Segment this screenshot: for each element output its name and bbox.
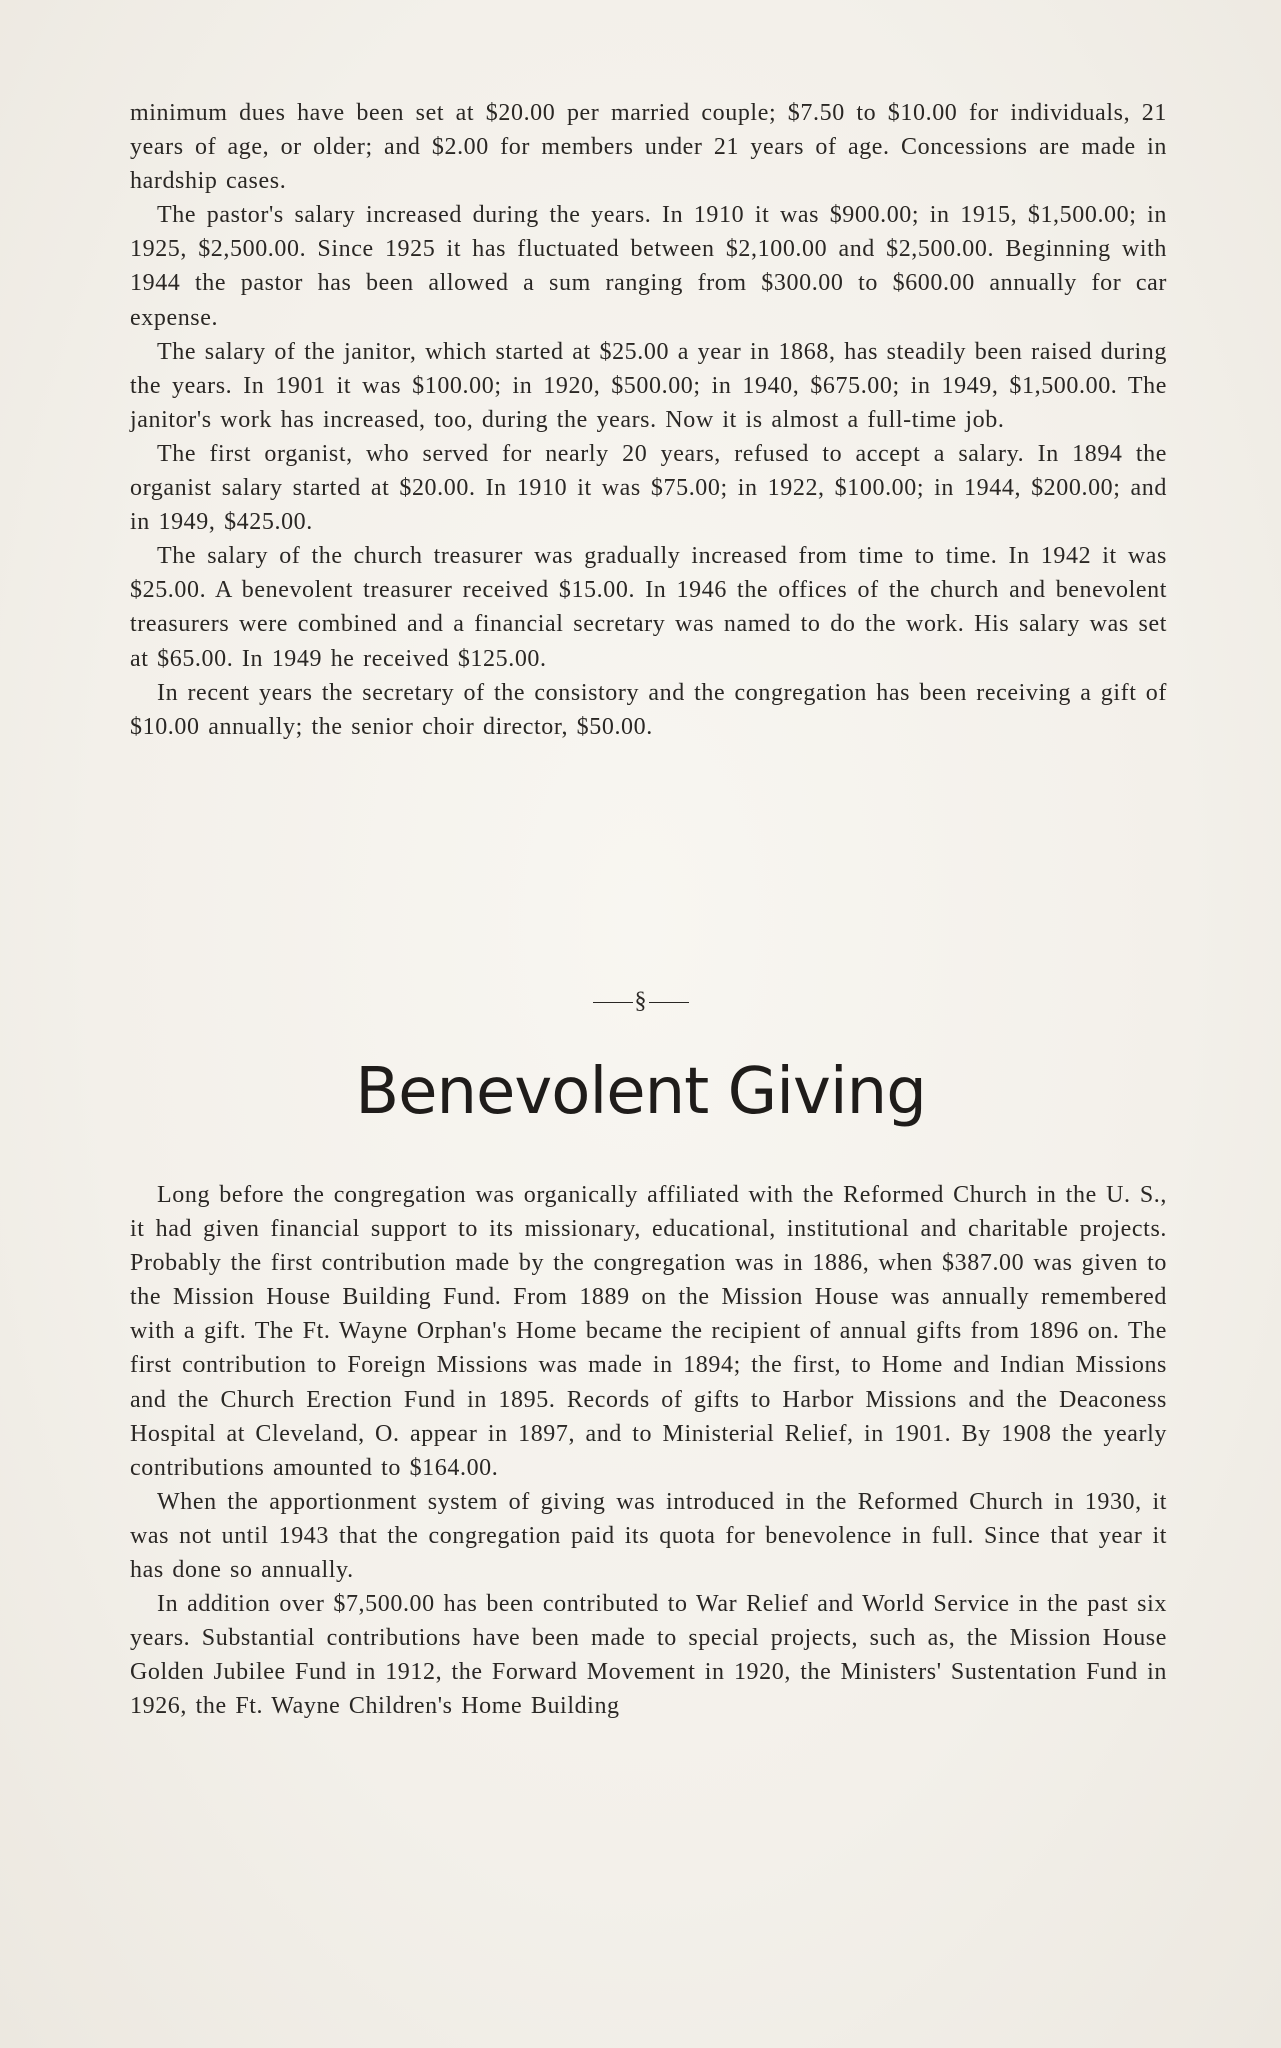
bottom-text-block [130, 1178, 1167, 1724]
top-text-block [130, 96, 1167, 744]
paragraph-early-giving: Long before the congregation was organically affiliated with the Reformed Church in the U. S., it had given financial support to its missionary, educational, institutional and charitable projects. Probably the first contribution made by the congregation was in 1886, when $387.00 was given to the Mission House Building Fund. From 1889 on the Mission House was annually remembered with a gift. The Ft. Wayne Orphan's Home became the recipient of annual gifts from 1896 on. The first contribution to Foreign Missions was made in 1894; the first, to Home and Indian Missions and the Church Erection Fund in 1895. Records of gifts to Harbor Missions and the Deaconess Hospital at Cleveland, O. appear in 1897, and to Ministerial Relief, in 1901. By 1908 the yearly contributions amounted to $164.00. [130, 1182, 1167, 1481]
paragraph-war-relief: In addition over $7,500.00 has been contributed to War Relief and World Service in the past six years. Substantial contributions have been made to special projects, such as, the Mission House Golden Jubilee Fund in 1912, the Forward Movement in 1920, the Ministers' Sustentation Fund in 1926, the Ft. Wayne Children's Home Building [130, 1591, 1167, 1720]
section-divider [0, 988, 1281, 1015]
section-title: Benevolent Giving [355, 1055, 926, 1129]
divider-rule-right [649, 1002, 689, 1003]
section-symbol: § [634, 988, 647, 1014]
paragraph-apportionment: When the apportionment system of giving was introduced in the Reformed Church in 1930, it was not until 1943 that the congregation paid its quota for benevolence in full. Since that year it has done so annually. [130, 1488, 1167, 1584]
paragraph-pastor-salary: The pastor's salary increased during the years. In 1910 it was $900.00; in 1915, $1,500.00; in 1925, $2,500.00. Since 1925 it has fluctuated between $2,100.00 and $2,500.00. Beginning with 1944 the pastor has been allowed a sum ranging from $300.00 to $600.00 annually for car expense. [130, 202, 1167, 331]
paragraph-treasurer-salary: The salary of the church treasurer was gradually increased from time to time. In 1942 it was $25.00. A benevolent treasurer received $15.00. In 1946 the offices of the church and benevolent treasurers were combined and a financial secretary was named to do the work. His salary was set at $65.00. In 1949 he received $125.00. [130, 543, 1167, 672]
paragraph-organist-salary: The first organist, who served for nearly 20 years, refused to accept a salary. In 1894 the organist salary started at $20.00. In 1910 it was $75.00; in 1922, $100.00; in 1944, $200.00; and in 1949, $425.00. [130, 440, 1167, 536]
paragraph-dues: minimum dues have been set at $20.00 per married couple; $7.50 to $10.00 for individuals, 21 years of age, or older; and $2.00 for members under 21 years of age. Concessions are made in hardship cases. [130, 100, 1167, 195]
paragraph-janitor-salary: The salary of the janitor, which started at $25.00 a year in 1868, has steadily been raised during the years. In 1901 it was $100.00; in 1920, $500.00; in 1940, $675.00; in 1949, $1,500.00. The janitor's work has increased, too, during the years. Now it is almost a full-time job. [130, 338, 1167, 433]
paragraph-secretary-gift: In recent years the secretary of the consistory and the congregation has been receiving a gift of $10.00 annually; the senior choir director, $50.00. [130, 679, 1167, 740]
divider-rule-left [593, 1002, 633, 1003]
